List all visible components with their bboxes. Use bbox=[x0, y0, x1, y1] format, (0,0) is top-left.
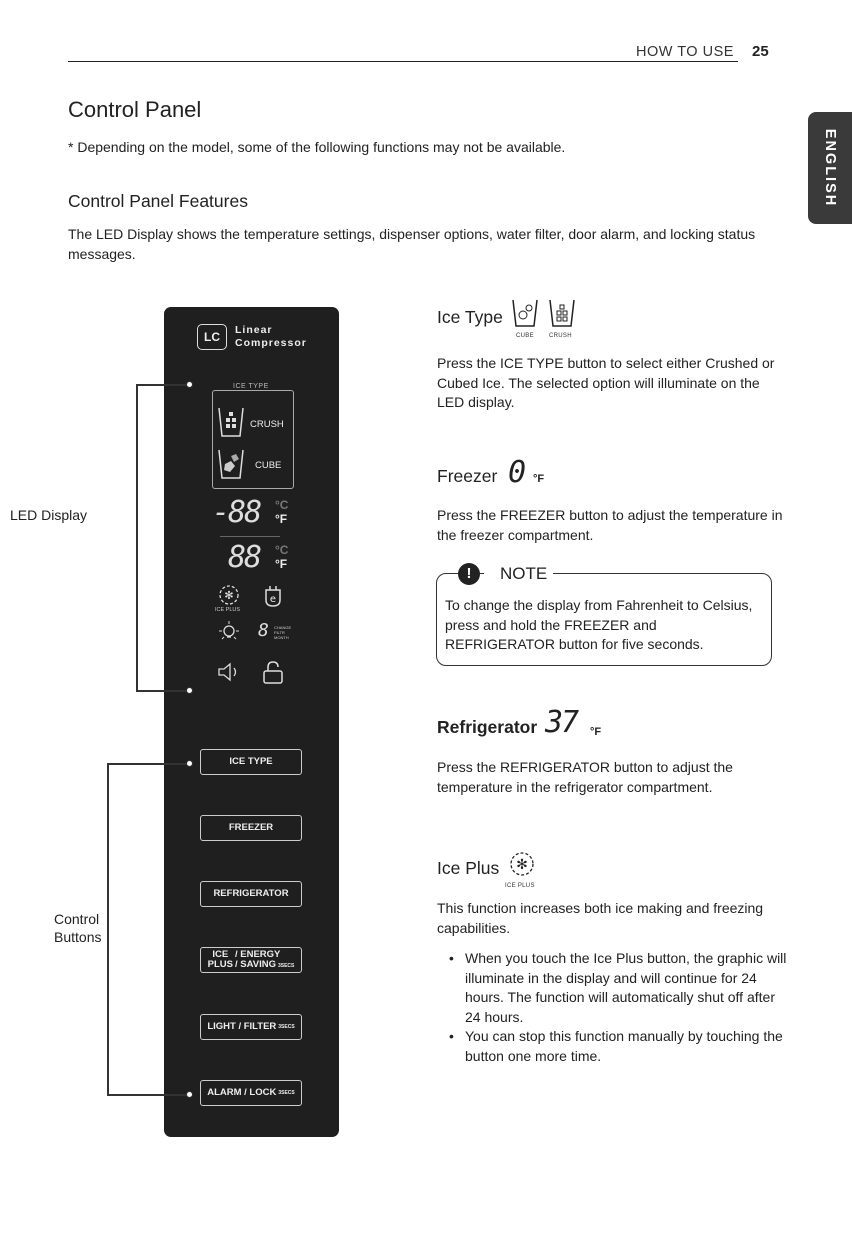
ice-plus-line1: ICE bbox=[212, 949, 229, 960]
crush-ice-title-icon bbox=[548, 298, 576, 330]
ice-plus-icon-label: ICE PLUS bbox=[505, 883, 535, 889]
ice-type-body: Press the ICE TYPE button to select either Crushed or Cubed Ice. The selected option will illuminate on the LED display. bbox=[437, 355, 775, 410]
section-subtitle: Control Panel Features bbox=[68, 191, 248, 211]
cube-ice-title-icon bbox=[511, 298, 539, 330]
display-divider bbox=[220, 536, 280, 537]
fridge-celsius: °C bbox=[275, 543, 289, 557]
energy-3sec-label: 3SECS bbox=[277, 962, 295, 969]
bullet-dot: • bbox=[449, 1028, 454, 1044]
alarm-lock-button-label: ALARM / LOCK bbox=[207, 1087, 277, 1098]
lc-logo-line2: Compressor bbox=[235, 337, 307, 349]
ice-type-button[interactable] bbox=[200, 749, 302, 775]
light-filter-button-label: LIGHT / FILTER bbox=[207, 1021, 277, 1032]
cube-icon-label: CUBE bbox=[516, 333, 534, 339]
language-side-tab bbox=[808, 112, 852, 224]
list-item bbox=[449, 1027, 794, 1066]
lc-logo-box: LC bbox=[197, 324, 227, 350]
control-buttons-label bbox=[54, 910, 101, 946]
ice-plus-bullet-1: When you touch the Ice Plus button, the graphic will illuminate in the display and will continue for 24 hours. The function will automatically shut off after 24 hours. bbox=[465, 950, 787, 1025]
bullet-dot: • bbox=[449, 950, 454, 966]
ice-type-box-title: ICE TYPE bbox=[229, 383, 273, 390]
crush-ice-icon bbox=[216, 404, 246, 440]
led-bracket-top bbox=[136, 384, 190, 386]
light-filter-button[interactable] bbox=[200, 1014, 302, 1040]
note-body: To change the display from Fahrenheit to Celsius, press and hold the FREEZER and REFRIGERATOR button for five seconds. bbox=[445, 597, 753, 652]
energy-saving-col bbox=[235, 950, 294, 971]
freezer-body: Press the FREEZER button to adjust the temperature in the freezer compartment. bbox=[437, 507, 783, 543]
alarm-lock-button[interactable] bbox=[200, 1080, 302, 1106]
energy-saving-line1: / ENERGY bbox=[234, 948, 281, 960]
light-filter-3sec-label: 3SECS bbox=[278, 1024, 295, 1030]
ice-plus-col bbox=[208, 950, 233, 970]
note-title: NOTE bbox=[484, 564, 553, 584]
change-filter-line2: FILTR bbox=[274, 630, 285, 635]
change-filter-line1: CHANGE bbox=[274, 625, 292, 630]
header-rule bbox=[68, 61, 738, 62]
freezer-temp-digits: -88 bbox=[212, 495, 261, 530]
fridge-temp-digits: 88 bbox=[228, 540, 261, 575]
freezer-title-unit: °F bbox=[533, 473, 545, 485]
svg-text:e: e bbox=[269, 594, 277, 605]
ice-type-title: Ice Type bbox=[437, 307, 503, 327]
control-bracket-top bbox=[107, 763, 190, 765]
refrigerator-button-label: REFRIGERATOR bbox=[213, 888, 289, 899]
energy-saving-line2: / SAVING bbox=[234, 958, 276, 970]
led-display-label: LED Display bbox=[10, 507, 88, 523]
ice-plus-icon bbox=[218, 584, 240, 606]
refrigerator-button[interactable] bbox=[200, 881, 302, 907]
freezer-button[interactable] bbox=[200, 815, 302, 841]
control-buttons-label-2: Buttons bbox=[54, 929, 102, 945]
list-item bbox=[449, 949, 794, 1027]
page-title: Control Panel bbox=[68, 97, 202, 122]
lc-logo-line1: Linear bbox=[235, 324, 273, 336]
freezer-celsius: °C bbox=[275, 498, 289, 512]
filter-month-digit: 8 bbox=[258, 620, 267, 641]
refrigerator-title-unit: °F bbox=[590, 726, 602, 738]
crush-label: CRUSH bbox=[250, 419, 284, 430]
svg-text:✻: ✻ bbox=[224, 589, 234, 602]
fridge-fahrenheit: °F bbox=[275, 557, 288, 571]
light-bulb-icon bbox=[216, 620, 242, 646]
control-bracket-bottom-dot bbox=[186, 1091, 193, 1098]
control-buttons-label-1: Control bbox=[54, 911, 100, 927]
model-note: * Depending on the model, some of the following functions may not be available. bbox=[68, 139, 566, 155]
refrigerator-title-digits: 37 bbox=[545, 705, 578, 740]
ice-plus-title: Ice Plus bbox=[437, 858, 500, 878]
led-bracket-top-dot bbox=[186, 381, 193, 388]
ice-plus-small-label: ICE PLUS bbox=[215, 607, 241, 613]
ice-type-button-label: ICE TYPE bbox=[229, 756, 273, 767]
ice-plus-line2: PLUS bbox=[207, 959, 233, 970]
led-display-bracket bbox=[136, 384, 138, 690]
cube-ice-icon bbox=[216, 446, 246, 482]
lock-icon bbox=[260, 660, 286, 686]
ice-plus-body: This function increases both ice making and freezing capabilities. bbox=[437, 900, 764, 936]
change-filter-line3: MONTH bbox=[274, 635, 289, 640]
freezer-title: Freezer bbox=[437, 466, 498, 486]
lc-logo-text bbox=[235, 324, 307, 350]
change-filter-small-label bbox=[274, 625, 291, 640]
language-label: ENGLISH bbox=[822, 128, 838, 208]
ice-plus-bullets bbox=[449, 949, 794, 1066]
control-buttons-bracket bbox=[107, 763, 109, 1094]
alarm-lock-3sec-label: 3SECS bbox=[278, 1090, 295, 1096]
led-bracket-bottom-dot bbox=[186, 687, 193, 694]
crush-icon-label: CRUSH bbox=[549, 333, 572, 339]
exclamation-icon: ! bbox=[458, 563, 480, 585]
led-bracket-bottom bbox=[136, 690, 190, 692]
freezer-button-label: FREEZER bbox=[228, 822, 274, 833]
freezer-fahrenheit: °F bbox=[275, 512, 288, 526]
ice-plus-energy-saving-button[interactable] bbox=[200, 947, 302, 973]
intro-paragraph: The LED Display shows the temperature settings, dispenser options, water filter, door alarm, and locking status messages. bbox=[68, 226, 756, 262]
control-bracket-bottom bbox=[107, 1094, 190, 1096]
cube-label: CUBE bbox=[255, 460, 282, 471]
refrigerator-body: Press the REFRIGERATOR button to adjust the temperature in the refrigerator compartment. bbox=[437, 759, 733, 795]
header-section-title: HOW TO USE bbox=[636, 44, 734, 60]
speaker-alarm-icon bbox=[216, 660, 244, 684]
freezer-title-digit: 0 bbox=[508, 455, 527, 490]
energy-saving-icon bbox=[262, 584, 284, 608]
svg-text:✻: ✻ bbox=[516, 857, 528, 873]
control-bracket-top-dot bbox=[186, 760, 193, 767]
ice-plus-title-icon bbox=[508, 850, 536, 878]
refrigerator-title: Refrigerator bbox=[437, 717, 538, 737]
ice-plus-bullet-2: You can stop this function manually by touching the button one more time. bbox=[465, 1028, 783, 1064]
page-number: 25 bbox=[752, 43, 769, 60]
